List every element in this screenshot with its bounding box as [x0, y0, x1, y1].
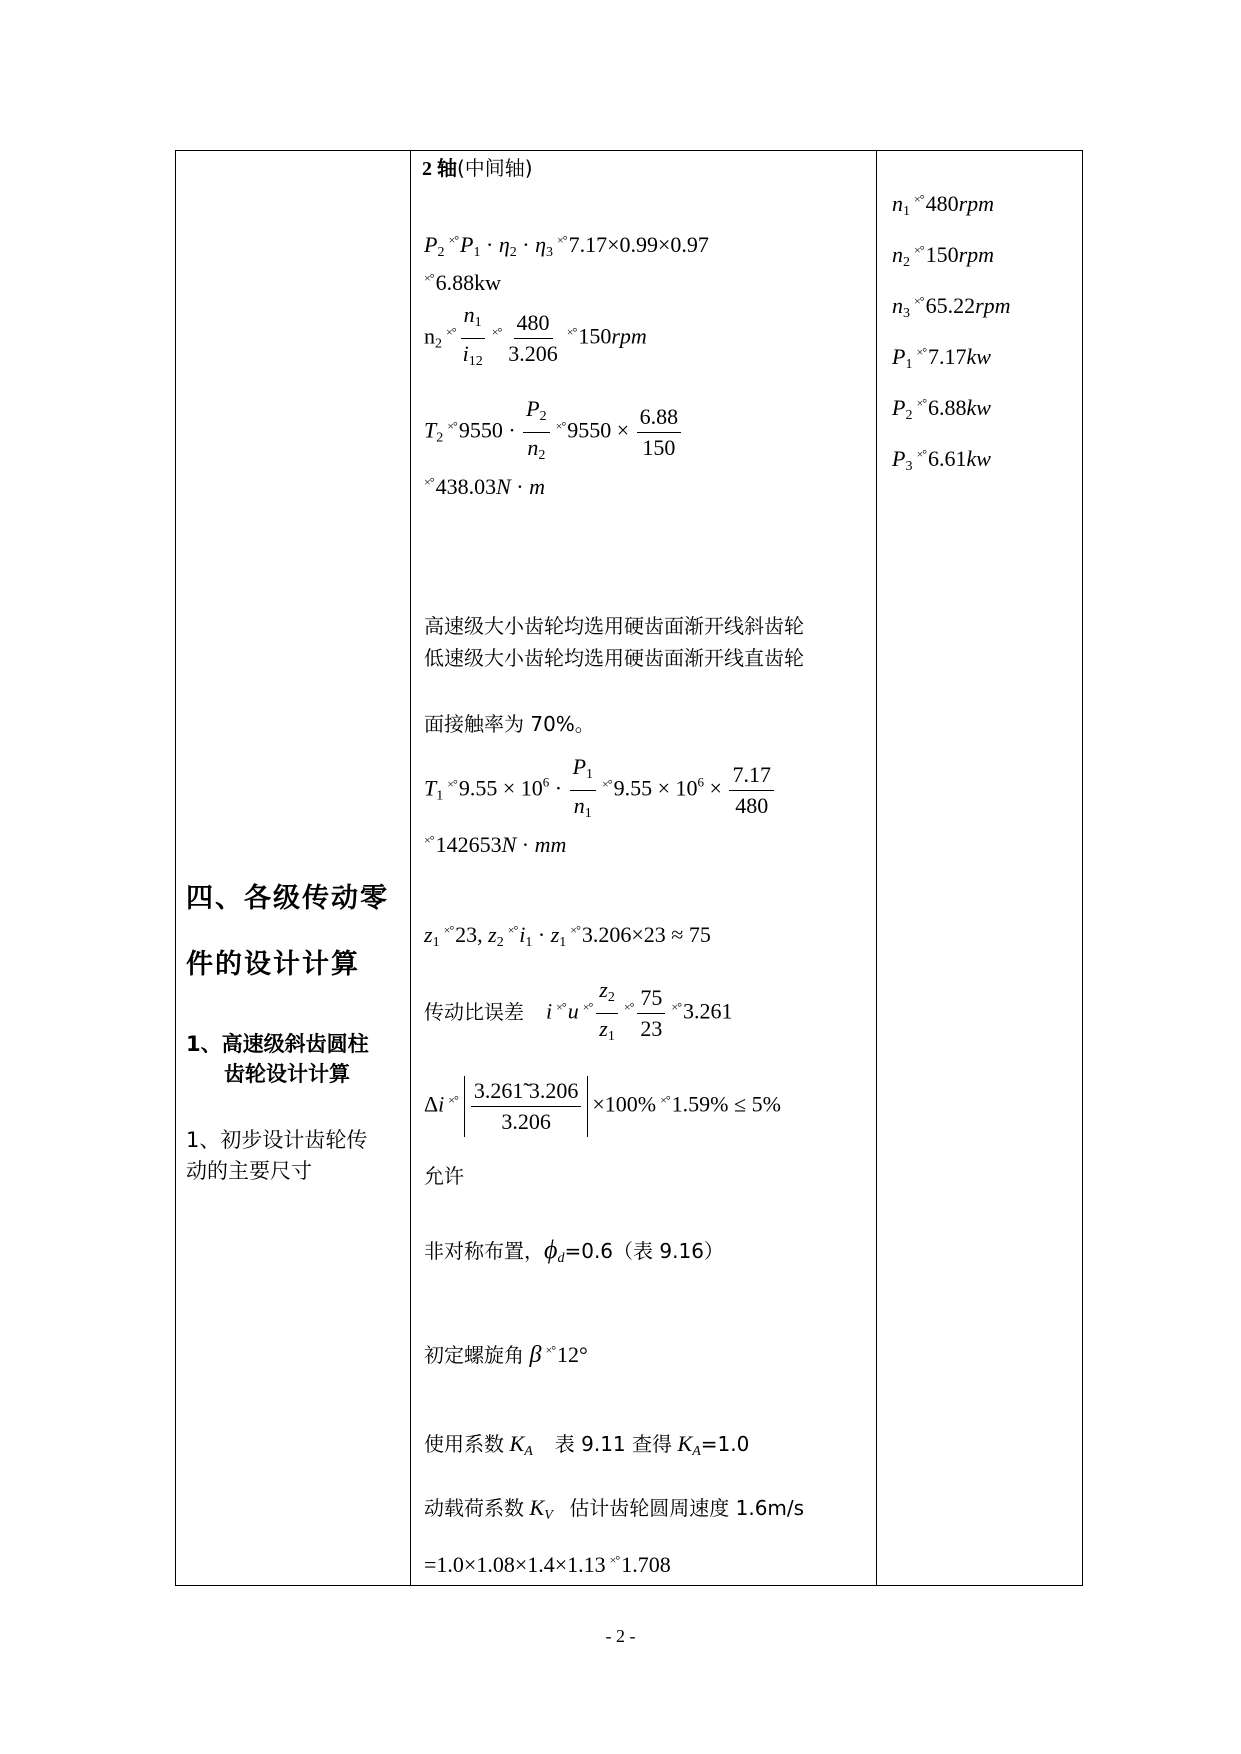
helix-value: 12° — [557, 1342, 588, 1367]
asym-value: =0.6（表 9.16） — [564, 1239, 724, 1263]
section-heading-line1: 四、各级传动零 — [186, 883, 389, 914]
table-divider-1 — [410, 150, 411, 1586]
formula-t1-result: ×°142653N · mm — [424, 832, 567, 857]
asym-line: 非对称布置，ϕd=0.6（表 9.16） — [424, 1235, 724, 1266]
ratio-result: 3.261 — [683, 998, 733, 1024]
last-line-expr: =1.0×1.08×1.4×1.13 — [424, 1552, 606, 1577]
result-n1: n1×°480rpm — [892, 191, 995, 219]
kv-label: 动载荷系数 — [424, 1496, 524, 1520]
result-p3-value: 6.61 — [928, 446, 967, 471]
subsection-1-line2: 齿轮设计计算 — [224, 1062, 350, 1086]
p2-result: 6.88kw — [435, 270, 501, 295]
table-divider-2 — [876, 150, 877, 1586]
p2-rhs: 7.17×0.99×0.97 — [568, 232, 709, 257]
asym-label: 非对称布置， — [424, 1239, 544, 1263]
table-top-border — [175, 150, 1083, 151]
result-n3: n3×°65.22rpm — [892, 293, 1011, 321]
kv-line: 动载荷系数 KV 估计齿轮圆周速度 1.6m/s — [424, 1495, 805, 1523]
formula-delta: Δi ×° $\frac{3.261̃ 3.206}{3.206}$ ×100% ×°1.59% ≤ 5% — [424, 1076, 781, 1137]
result-p1: P1×°7.17kw — [892, 344, 991, 372]
result-p2-value: 6.88 — [928, 395, 967, 420]
z-line-b: 3.206×23 ≈ 75 — [581, 922, 711, 947]
shaft-title-bold: 2 轴 — [422, 158, 457, 180]
ka-line: 使用系数 KA 表 9.11 查得 KA=1.0 — [424, 1431, 750, 1459]
z-line-a: 23 — [455, 922, 478, 947]
result-p3: P3×°6.61kw — [892, 446, 991, 474]
ka-ref: 表 9.11 查得 — [554, 1432, 672, 1456]
t2-frac2-den: 150 — [642, 435, 676, 460]
subsection-2-line1: 1、初步设计齿轮传 — [186, 1128, 368, 1152]
formula-t2-result: ×°438.03N · m — [424, 474, 545, 499]
n2-result: 150 — [578, 323, 612, 349]
gear-text-2: 低速级大小齿轮均选用硬齿面渐开线直齿轮 — [424, 646, 804, 670]
helix-label: 初定螺旋角 — [424, 1343, 524, 1367]
ka-label: 使用系数 — [424, 1432, 504, 1456]
formula-p2: P2×°P1 · η2 · η3×°7.17×0.99×0.97 — [424, 232, 709, 260]
result-n2: n2×°150rpm — [892, 242, 995, 270]
ratio-frac2-num: 75 — [637, 983, 665, 1014]
subsection-1-line1: 1、高速级斜齿圆柱 — [186, 1032, 369, 1056]
t2-result: 438.03 — [435, 474, 497, 499]
contact-text: 面接触率为 70%。 — [424, 712, 595, 736]
gear-text-1: 高速级大小齿轮均选用硬齿面渐开线斜齿轮 — [424, 614, 804, 638]
delta-num: 3.261̃ 3.206 — [471, 1076, 582, 1107]
formula-ratio: 传动比误差 i ×°u ×° $\frac{z2}{z1}$ ×° $\frac{75}{23}$ ×°3.261 — [424, 977, 733, 1044]
t1-frac2-num: 7.17 — [729, 760, 774, 791]
formula-t2: T2×°9550 · $\frac{P2}{n2}$ ×°9550 × $\frac{6.88}{150}$ — [424, 394, 683, 471]
t1-coef: 9.55 — [458, 775, 498, 801]
n2-frac-num: 480 — [514, 308, 553, 339]
result-p2: P2×°6.88kw — [892, 395, 991, 423]
allow-text: 允许 — [424, 1164, 464, 1188]
delta-den: 3.206 — [501, 1109, 551, 1134]
subsection-2-line2: 动的主要尺寸 — [186, 1159, 312, 1183]
formula-z: z1×°23, z2×°i1 · z1×°3.206×23 ≈ 75 — [424, 922, 711, 950]
results-column — [892, 180, 1011, 486]
ratio-frac2-den: 23 — [640, 1016, 663, 1041]
t2-frac2-num: 6.88 — [637, 402, 682, 433]
section-heading-line2: 件的设计计算 — [186, 949, 360, 980]
last-result: 1.708 — [621, 1552, 671, 1577]
last-line: =1.0×1.08×1.4×1.13 ×°1.708 — [424, 1552, 671, 1577]
t1-frac2-den: 480 — [735, 793, 769, 818]
table-left-border — [175, 150, 176, 1586]
shaft-title — [422, 154, 533, 183]
table-bottom-border — [175, 1585, 1083, 1586]
page-number: - 2 - — [605, 1626, 636, 1646]
formula-n2: n2×° $\frac{n1}{i12}$ ×° $\frac{480}{3.206}$ ×°150rpm — [424, 302, 647, 369]
formula-p2-result: ×°6.88kw — [424, 270, 501, 295]
shaft-title-rest: (中间轴) — [457, 156, 533, 180]
formula-t1: $T1^{\times^\circ}9.55 \times 10^6$ · $\frac{P1}{n1}$ $^{\times^\circ}9.55 \times 10^6$ × $\frac{7.17}{480}$ — [424, 752, 776, 829]
table-right-border — [1082, 150, 1083, 1586]
delta-result: 1.59% ≤ 5% — [671, 1091, 781, 1117]
n2-frac-den: 3.206 — [508, 341, 558, 366]
result-p1-value: 7.17 — [928, 344, 967, 369]
ka-value: =1.0 — [700, 1432, 750, 1456]
t2-const: 9550 — [458, 417, 503, 443]
delta-tail: ×100% — [592, 1091, 657, 1117]
result-n2-value: 150 — [925, 242, 959, 267]
ratio-label: 传动比误差 — [424, 999, 524, 1024]
t1-result: 142653 — [435, 832, 502, 857]
kv-ref: 估计齿轮圆周速度 1.6m/s — [569, 1496, 805, 1520]
result-n3-value: 65.22 — [925, 293, 976, 318]
result-n1-value: 480 — [925, 191, 959, 216]
helix-line: 初定螺旋角 β ×°12° — [424, 1342, 588, 1368]
